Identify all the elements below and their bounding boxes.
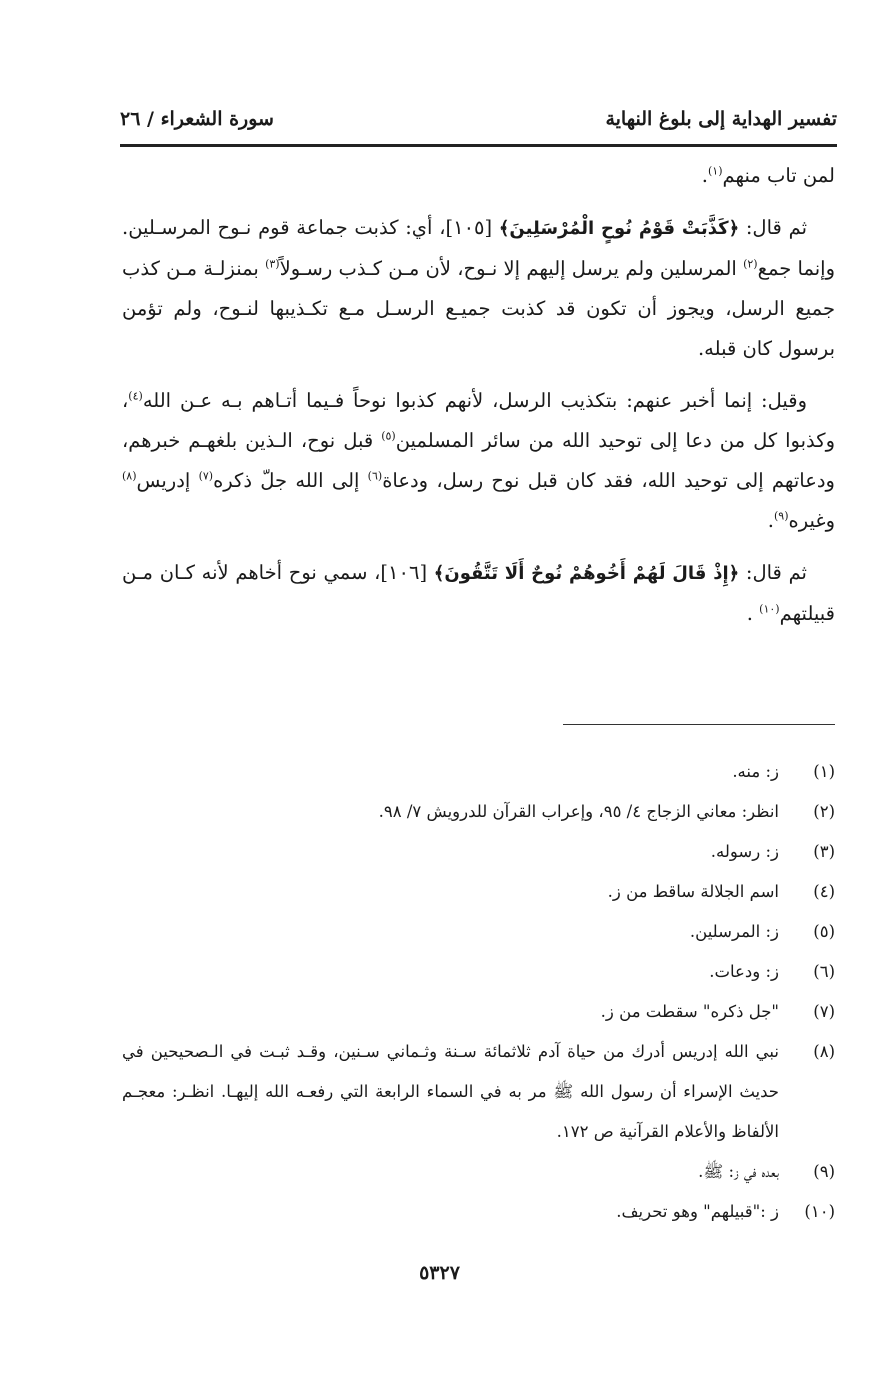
footnote-ref-3: (٣) — [265, 257, 280, 271]
footnote-number: (٤) — [813, 882, 835, 901]
book-title: تفسير الهداية إلى بلوغ النهاية — [605, 108, 837, 130]
verse-ref: [١٠٥] — [445, 216, 499, 239]
footnote-item — [122, 872, 835, 912]
footnote-number: (٣) — [813, 842, 835, 861]
verse-ref: [١٠٦] — [380, 561, 434, 584]
footnote-text: ز :"قبيلهم" وهو تحريف. — [616, 1202, 779, 1221]
running-header — [120, 96, 837, 130]
footnote-text: "جل ذكره" سقطت من ز. — [600, 1002, 779, 1021]
footnote-item — [122, 1192, 835, 1232]
footnote-item — [122, 1032, 835, 1152]
footnote-ref-2: (٢) — [743, 257, 758, 271]
paragraph-4: ثم قال: ﴿إِذْ قَالَ لَهُمْ أَخُوهُمْ نُوحٌ أَلَا تَتَّقُونَ﴾ [١٠٦]، سمي نوح أخاهم لأنه كـان مـن قبيلتهم$^{(١٠)}$ . — [122, 561, 835, 625]
footnotes — [122, 752, 835, 1232]
header-rule — [120, 144, 837, 147]
footnote-text: بعده في ز: ﷺ. — [698, 1162, 779, 1181]
paragraph-3: وقيل: إنما أخبر عنهم: بتكذيب الرسل، لأنهم كذبوا نوحاً فـيما أتـاهم بـه عـن الله$^{(٤)}$، وكذبوا كل من دعا إلى توحيد الله من سائر المسلمين$^{(٥)}$ قبل نوح، الـذين بلغهـم خبرهم، ودعاتهم إلى توحيد الله، فقد كان قبل نوح رسل، ودعاة$^{(٦)}$ إلى الله جلّ ذكره$^{(٧)}$ إدريس$^{(٨)}$ وغيره$^{(٩)}$. — [122, 389, 835, 532]
footnote-text: ز: ودعات. — [709, 962, 779, 981]
footnote-number: (٧) — [813, 1002, 835, 1021]
footnote-text: نبي الله إدريس أدرك من حياة آدم ثلاثمائة سـنة وثـماني سـنين، وقـد ثبـت في الـصحيحين في حديث الإسراء أن رسول الله ﷺ مر به في السماء الرابعة التي رفعـه الله إليهـا. انظـر: معجـم الألفاظ والأعلام القرآنية ص ١٧٢. — [122, 1042, 779, 1141]
footnote-item — [122, 992, 835, 1032]
footnote-text: ز: رسوله. — [710, 842, 779, 861]
footnote-ref-8: (٨) — [122, 469, 137, 483]
footnote-ref-9: (٩) — [774, 509, 789, 523]
quran-verse: ﴿كَذَّبَتْ قَوْمُ نُوحٍ الْمُرْسَلِينَ﴾ — [498, 218, 740, 239]
footnote-ref-5: (٥) — [381, 429, 396, 443]
footnote-number: (١) — [813, 762, 835, 781]
footnote-ref-6: (٦) — [367, 469, 383, 483]
footnote-ref-7: (٧) — [198, 469, 214, 483]
footnote-ref-10: (١٠) — [759, 602, 780, 616]
footnote-text: ز: منه. — [732, 762, 779, 781]
footnote-text: اسم الجلالة ساقط من ز. — [607, 882, 779, 901]
paragraph-2: ثم قال: ﴿كَذَّبَتْ قَوْمُ نُوحٍ الْمُرْسَلِينَ﴾ [١٠٥]، أي: كذبت جماعة قوم نـوح المرسـلين. وإنما جمع$^{(٢)}$ المرسلين ولم يرسل إليهم إلا نـوح، لأن مـن كـذب رسـولاً$^{(٣)}$ بمنزلـة مـن كذب جميع الرسل، ويجوز أن تكون قد كذبت جميـع الرسـل مـع تكـذيبها لنـوح، ولم تؤمن برسول كان قبله. — [122, 216, 835, 360]
quran-verse: ﴿إِذْ قَالَ لَهُمْ أَخُوهُمْ نُوحٌ أَلَا تَتَّقُونَ﴾ — [433, 563, 740, 584]
footnote-number: (٩) — [813, 1162, 835, 1181]
footnote-text: ز: المرسلين. — [689, 922, 779, 941]
footnote-number: (٦) — [813, 962, 835, 981]
footnote-item — [122, 1152, 835, 1192]
footnote-ref-1: (١) — [708, 164, 723, 178]
footnote-item — [122, 912, 835, 952]
footnote-number: (١٠) — [804, 1202, 835, 1221]
footnote-ref-4: (٤) — [128, 389, 143, 403]
page-number: ٥٣٢٧ — [419, 1262, 460, 1284]
footnote-number: (٢) — [813, 802, 835, 821]
footnote-number: (٨) — [813, 1042, 835, 1061]
surah-title: سورة الشعراء / ٢٦ — [120, 108, 274, 130]
footnote-number: (٥) — [813, 922, 835, 941]
footnote-item — [122, 952, 835, 992]
main-text — [122, 156, 835, 646]
footnote-text: انظر: معاني الزجاج ٤/ ٩٥، وإعراب القرآن للدرويش ٧/ ٩٨. — [378, 802, 779, 821]
footnote-item — [122, 792, 835, 832]
paragraph-1: لمن تاب منهم$^{(١)}$. — [701, 164, 835, 187]
footnote-item — [122, 832, 835, 872]
footnote-item — [122, 752, 835, 792]
footnote-separator — [563, 724, 835, 725]
